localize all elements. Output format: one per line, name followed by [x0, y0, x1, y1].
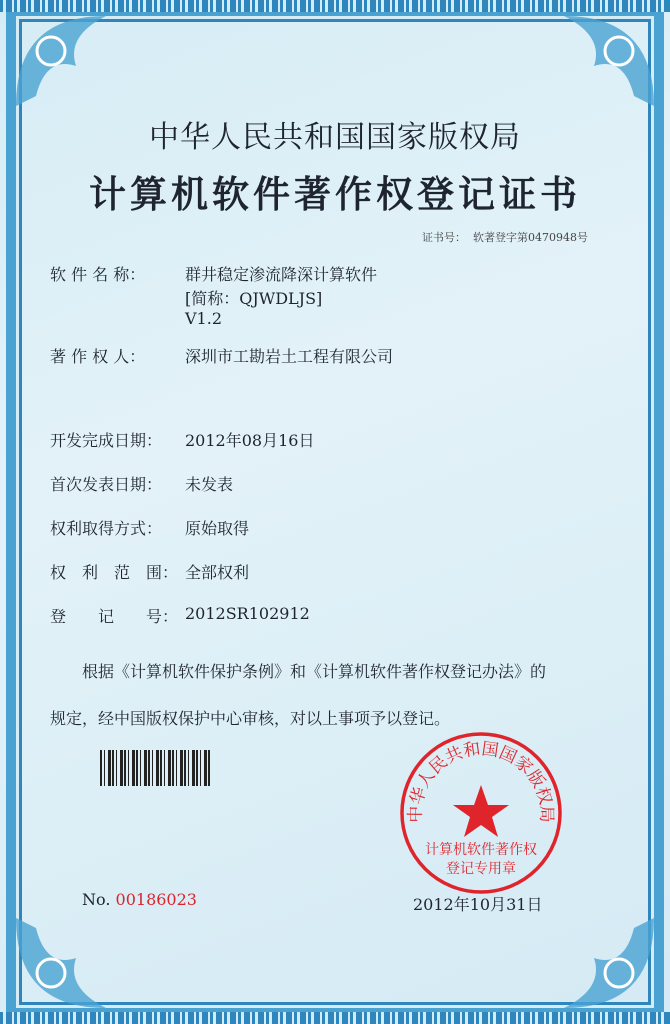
software-short-name: [简称：QJWDLJS]: [185, 289, 323, 308]
rights-scope: 全部权利: [185, 563, 250, 582]
completion-date: 2012年08月16日: [185, 431, 315, 450]
cert-no-value: 软著登字第0470948号: [473, 231, 588, 244]
software-version: V1.2: [185, 309, 222, 328]
first-publication: 未发表: [185, 475, 234, 494]
statement-line: 根据《计算机软件保护条例》和《计算机软件著作权登记办法》的: [82, 662, 547, 681]
copyright-owner: 深圳市工勘岩土工程有限公司: [185, 347, 394, 366]
field-label: 首次发表日期：: [50, 475, 163, 494]
barcode: [100, 750, 210, 786]
corner-ornament-icon: [554, 908, 664, 1018]
certificate-number: [422, 229, 588, 245]
certificate-title: 计算机软件著作权登记证书: [89, 172, 581, 216]
cert-no-label: 证书号：: [422, 231, 466, 244]
issuer-title: 中华人民共和国国家版权局: [149, 120, 521, 155]
field-label: 权利取得方式：: [50, 519, 163, 538]
serial-number: [82, 890, 197, 909]
corner-ornament-icon: [6, 908, 116, 1018]
software-name: 群井稳定渗流降深计算软件: [185, 265, 378, 284]
field-label: 登 记 号：: [50, 607, 179, 626]
statement-line: 规定，经中国版权保护中心审核，对以上事项予以登记。: [50, 709, 451, 728]
acquisition-method: 原始取得: [185, 519, 250, 538]
registration-number: 2012SR102912: [185, 604, 310, 623]
issue-date: 2012年10月31日: [413, 895, 543, 914]
star-icon: [453, 785, 509, 837]
seal-line2: 登记专用章: [446, 861, 516, 877]
field-label: 软 件 名 称：: [50, 265, 146, 284]
corner-ornament-icon: [554, 6, 664, 116]
field-label: 开发完成日期：: [50, 431, 163, 450]
serial-value: 00186023: [115, 890, 197, 909]
seal-arc-text: 中华人民共和国国家版权局: [405, 739, 557, 823]
decorative-border: [6, 6, 664, 1018]
corner-ornament-icon: [6, 6, 116, 116]
field-label: 著 作 权 人：: [50, 347, 146, 366]
seal-line1: 计算机软件著作权: [425, 842, 537, 858]
official-seal: [398, 730, 564, 896]
field-label: 权 利 范 围：: [50, 563, 179, 582]
serial-prefix: No.: [82, 890, 111, 909]
